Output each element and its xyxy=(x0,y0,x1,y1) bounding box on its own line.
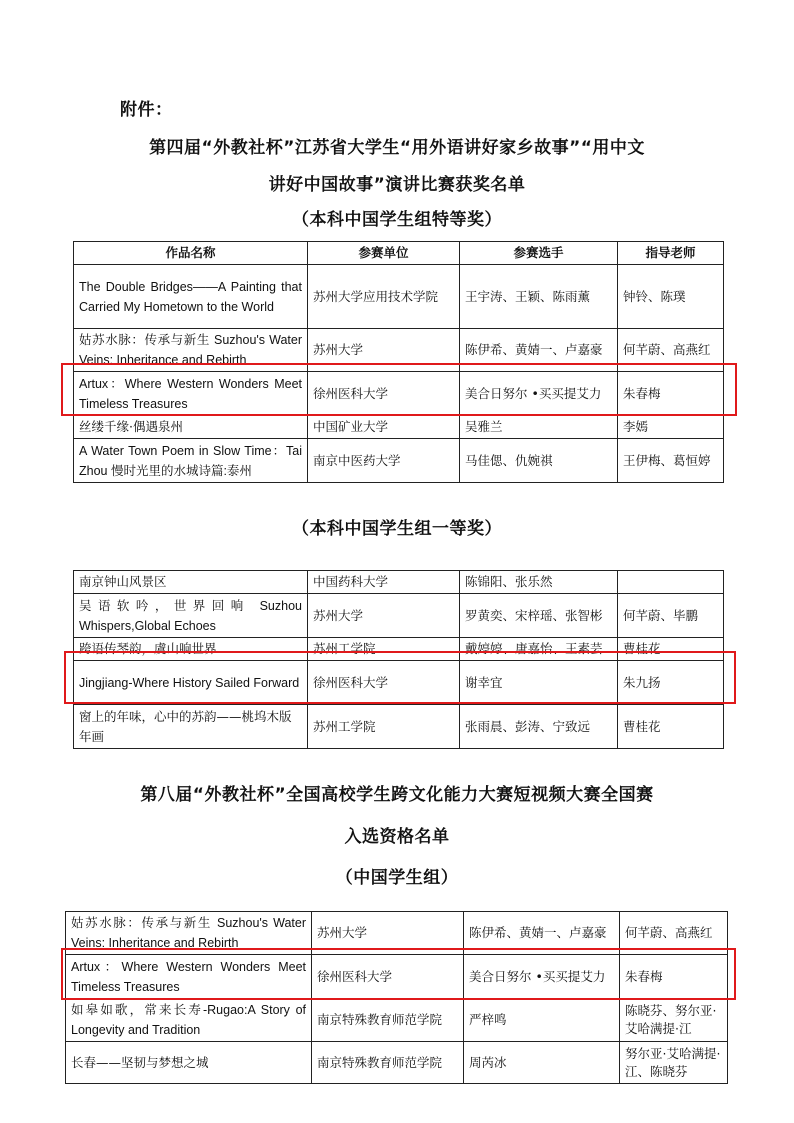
table-row xyxy=(74,416,724,439)
unit: 苏州大学 xyxy=(308,329,460,372)
work-title: 长春——坚韧与梦想之城 xyxy=(66,1042,312,1084)
students: 张雨晨、彭涛、宁致远 xyxy=(460,705,618,749)
students: 吴雅兰 xyxy=(460,416,618,439)
students: 谢幸宜 xyxy=(460,661,618,705)
students: 美合日努尔 •买买提艾力 xyxy=(460,372,618,416)
teacher: 李嫣 xyxy=(618,416,724,439)
work-title: 如皋如歌，常来长寿-Rugao:A Story of Longevity and Tradition xyxy=(66,999,312,1042)
teacher: 朱春梅 xyxy=(618,372,724,416)
special-prize-table xyxy=(73,241,724,483)
unit: 中国药科大学 xyxy=(308,571,460,594)
special-prize-subtitle: （本科中国学生组特等奖） xyxy=(292,210,502,230)
table-row xyxy=(74,439,724,483)
unit: 苏州大学 xyxy=(312,912,464,955)
teacher: 何芊蔚、高燕红 xyxy=(620,912,728,955)
table-row xyxy=(74,265,724,329)
unit: 中国矿业大学 xyxy=(308,416,460,439)
teacher: 王伊梅、葛恒婷 xyxy=(618,439,724,483)
table-row xyxy=(66,999,728,1042)
teacher: 陈晓芬、努尔亚·艾哈满提·江 xyxy=(620,999,728,1042)
students: 陈锦阳、张乐然 xyxy=(460,571,618,594)
header-work-title: 作品名称 xyxy=(74,242,308,265)
section1-title-line1: 第四届“外教社杯”江苏省大学生“用外语讲好家乡故事”“用中文 xyxy=(149,138,645,158)
table-header-row xyxy=(74,242,724,265)
section2-title-line2: 入选资格名单 xyxy=(344,827,450,847)
work-title: 姑苏水脉：传承与新生 Suzhou's Water Veins: Inheritance and Rebirth xyxy=(66,912,312,955)
table-row xyxy=(74,571,724,594)
highlight-box xyxy=(61,363,737,416)
chinese-student-group-subtitle: （中国学生组） xyxy=(335,868,459,888)
header-teacher: 指导老师 xyxy=(618,242,724,265)
unit: 徐州医科大学 xyxy=(308,661,460,705)
work-title: 南京钟山风景区 xyxy=(74,571,308,594)
teacher: 何芊蔚、毕鹏 xyxy=(618,594,724,638)
students: 陈伊希、黄婧一、卢嘉豪 xyxy=(460,329,618,372)
teacher xyxy=(618,571,724,594)
work-title: 跨语传琴韵，虞山响世界 xyxy=(74,638,308,661)
section2-title-line1: 第八届“外教社杯”全国高校学生跨文化能力大赛短视频大赛全国赛 xyxy=(140,785,654,805)
unit: 南京特殊教育师范学院 xyxy=(312,1042,464,1084)
attachment-label: 附件： xyxy=(120,100,173,120)
students: 严梓鸣 xyxy=(464,999,620,1042)
highlight-box xyxy=(61,948,736,1000)
teacher: 曹桂花 xyxy=(618,638,724,661)
highlight-box xyxy=(64,651,736,704)
work-title: 窗上的年味，心中的苏韵——桃坞木版年画 xyxy=(74,705,308,749)
header-students: 参赛选手 xyxy=(460,242,618,265)
work-title: 姑苏水脉：传承与新生 Suzhou's Water Veins: Inheritance and Rebirth xyxy=(74,329,308,372)
students: 罗黄奕、宋梓瑶、张智彬 xyxy=(460,594,618,638)
students: 陈伊希、黄婧一、卢嘉豪 xyxy=(464,912,620,955)
work-title: 吴语软吟，世界回响 Suzhou Whispers,Global Echoes xyxy=(74,594,308,638)
students: 美合日努尔 •买买提艾力 xyxy=(464,955,620,999)
work-title: The Double Bridges——A Painting that Carried My Hometown to the World xyxy=(74,265,308,329)
unit: 苏州大学 xyxy=(308,594,460,638)
work-title: Artux：Where Western Wonders Meet Timeless Treasures xyxy=(66,955,312,999)
table-row xyxy=(74,705,724,749)
unit: 南京中医药大学 xyxy=(308,439,460,483)
students: 戴婷婷、唐嘉怡、王素芸 xyxy=(460,638,618,661)
table-row xyxy=(66,1042,728,1084)
work-title: Artux：Where Western Wonders Meet Timeless Treasures xyxy=(74,372,308,416)
unit: 苏州工学院 xyxy=(308,705,460,749)
table-row xyxy=(74,594,724,638)
students: 马佳偲、仇婉祺 xyxy=(460,439,618,483)
students: 王宇涛、王颖、陈雨薰 xyxy=(460,265,618,329)
work-title: 丝缕千缘·偶遇泉州 xyxy=(74,416,308,439)
unit: 徐州医科大学 xyxy=(312,955,464,999)
teacher: 何芊蔚、高燕红 xyxy=(618,329,724,372)
work-title: A Water Town Poem in Slow Time：Tai Zhou 慢时光里的水城诗篇:泰州 xyxy=(74,439,308,483)
teacher: 曹桂花 xyxy=(618,705,724,749)
students: 周芮冰 xyxy=(464,1042,620,1084)
teacher: 努尔亚·艾哈满提·江、陈晓芬 xyxy=(620,1042,728,1084)
unit: 苏州工学院 xyxy=(308,638,460,661)
unit: 徐州医科大学 xyxy=(308,372,460,416)
teacher: 朱九扬 xyxy=(618,661,724,705)
teacher: 朱春梅 xyxy=(620,955,728,999)
unit: 苏州大学应用技术学院 xyxy=(308,265,460,329)
section1-title-line2: 讲好中国故事”演讲比赛获奖名单 xyxy=(268,175,526,195)
work-title: Jingjiang-Where History Sailed Forward xyxy=(74,661,308,705)
first-prize-subtitle: （本科中国学生组一等奖） xyxy=(292,519,502,539)
unit: 南京特殊教育师范学院 xyxy=(312,999,464,1042)
header-unit: 参赛单位 xyxy=(308,242,460,265)
teacher: 钟铃、陈璞 xyxy=(618,265,724,329)
